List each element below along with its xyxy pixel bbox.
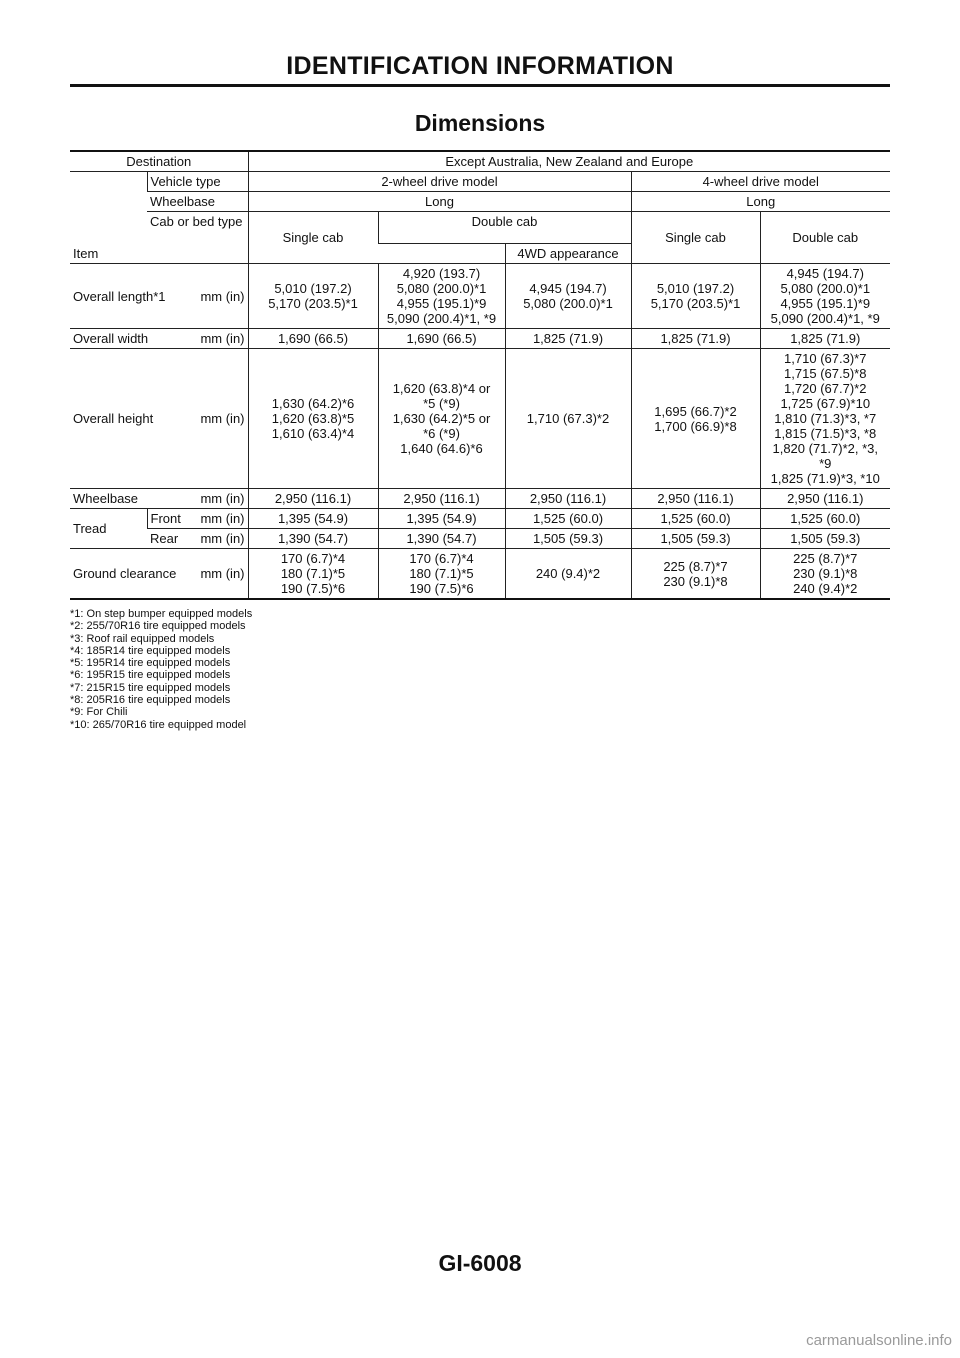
cell-value: 1,525 (60.0)	[760, 509, 890, 529]
row-tread-front	[70, 509, 890, 529]
header-row-destination	[70, 151, 890, 172]
footnote: *10: 265/70R16 tire equipped model	[70, 718, 247, 731]
cell-value: 1,620 (63.8)*4 or *5 (*9) 1,630 (64.2)*5 or *6 (*9) 1,640 (64.6)*6	[378, 349, 505, 489]
row-label: Wheelbase	[73, 491, 139, 506]
footnotes	[70, 608, 252, 731]
footnote: *6: 195R15 tire equipped models	[70, 669, 231, 682]
tread-label: Tread	[70, 509, 147, 549]
cab-double-2wd: Double cab	[378, 212, 631, 244]
row-unit: mm (in)	[200, 491, 245, 506]
row-label-cell	[70, 329, 248, 349]
row-label: Front	[150, 511, 181, 526]
row-label: Overall width	[73, 331, 149, 346]
cell-value: 1,525 (60.0)	[631, 509, 760, 529]
footnote: *5: 195R14 tire equipped models	[70, 657, 231, 670]
cell-value: 4,920 (193.7) 5,080 (200.0)*1 4,955 (195.1)*9 5,090 (200.4)*1, *9	[378, 264, 505, 329]
row-label-cell	[70, 264, 248, 329]
cell-value: 1,505 (59.3)	[505, 529, 631, 549]
page-title: Dimensions	[414, 110, 546, 136]
cell-value: 2,950 (116.1)	[631, 489, 760, 509]
row-wheelbase	[70, 489, 890, 509]
cell-value: 1,710 (67.3)*2	[505, 349, 631, 489]
page-number: GI-6008	[438, 1250, 522, 1276]
footnote: *7: 215R15 tire equipped models	[70, 681, 231, 694]
row-overall-height	[70, 349, 890, 489]
cell-value: 1,695 (66.7)*2 1,700 (66.9)*8	[631, 349, 760, 489]
row-tread-rear	[70, 529, 890, 549]
cell-value: 1,825 (71.9)	[631, 329, 760, 349]
cell-value: 1,390 (54.7)	[248, 529, 378, 549]
row-label: Ground clearance	[73, 566, 177, 581]
footnote: *4: 185R14 tire equipped models	[70, 644, 231, 657]
cell-value: 225 (8.7)*7 230 (9.1)*8 240 (9.4)*2	[760, 549, 890, 600]
cell-value: 225 (8.7)*7 230 (9.1)*8	[631, 549, 760, 600]
cell-value: 1,390 (54.7)	[378, 529, 505, 549]
cell-value: 1,690 (66.5)	[378, 329, 505, 349]
footnote: *9: For Chili	[70, 706, 128, 719]
destination-value: Except Australia, New Zealand and Europe	[248, 151, 890, 172]
cell-value: 1,825 (71.9)	[505, 329, 631, 349]
vehicle-type-label: Vehicle type	[147, 172, 248, 192]
cell-value: 2,950 (116.1)	[505, 489, 631, 509]
wheelbase-type-label: Wheelbase	[147, 192, 248, 212]
vehicle-type-2wd: 2-wheel drive model	[248, 172, 631, 192]
row-unit: mm (in)	[200, 288, 245, 304]
row-unit: mm (in)	[200, 531, 245, 546]
footnote: *8: 205R16 tire equipped models	[70, 694, 231, 707]
cell-value: 5,010 (197.2) 5,170 (203.5)*1	[248, 264, 378, 329]
cell-value: 1,505 (59.3)	[631, 529, 760, 549]
wheelbase-4wd: Long	[631, 192, 890, 212]
row-ground-clearance	[70, 549, 890, 600]
header-rule	[70, 84, 890, 87]
header-row-vehicle-type	[70, 172, 890, 192]
row-label: Overall length*1	[73, 288, 166, 304]
row-unit: mm (in)	[200, 411, 245, 426]
footnote: *1: On step bumper equipped models	[70, 608, 253, 620]
header-row-cab-type	[70, 212, 890, 244]
cell-value: 1,505 (59.3)	[760, 529, 890, 549]
row-label-cell	[70, 489, 248, 509]
4wd-appearance-label: 4WD appearance	[505, 244, 631, 264]
item-label: Item	[70, 172, 147, 264]
footnote: *2: 255/70R16 tire equipped models	[70, 620, 246, 633]
cell-value: 1,825 (71.9)	[760, 329, 890, 349]
row-label-cell	[70, 349, 248, 489]
cell-value: 170 (6.7)*4 180 (7.1)*5 190 (7.5)*6	[248, 549, 378, 600]
row-label-cell	[70, 549, 248, 600]
cell-value: 1,525 (60.0)	[505, 509, 631, 529]
watermark: carmanualsonline.info	[806, 1332, 952, 1349]
cell-value: 1,630 (64.2)*6 1,620 (63.8)*5 1,610 (63.4)*4	[248, 349, 378, 489]
dimensions-table	[70, 150, 890, 600]
cell-value: 2,950 (116.1)	[248, 489, 378, 509]
row-label: Rear	[150, 531, 179, 546]
cell-value: 1,395 (54.9)	[378, 509, 505, 529]
row-overall-width	[70, 329, 890, 349]
header-row-wheelbase	[70, 192, 890, 212]
row-overall-length	[70, 264, 890, 329]
cell-value: 4,945 (194.7) 5,080 (200.0)*1	[505, 264, 631, 329]
row-unit: mm (in)	[200, 511, 245, 526]
cell-value: 1,710 (67.3)*7 1,715 (67.5)*8 1,720 (67.7)*2 1,725 (67.9)*10 1,810 (71.3)*3, *7 1,815 (71.5)*3, *8 1,820 (71.7)*2, *3, *9 1,825 (71.9)*3, *10	[760, 349, 890, 489]
wheelbase-2wd: Long	[248, 192, 631, 212]
cell-value: 2,950 (116.1)	[378, 489, 505, 509]
cab-type-label: Cab or bed type	[147, 212, 248, 264]
cell-value: 1,395 (54.9)	[248, 509, 378, 529]
cell-value: 2,950 (116.1)	[760, 489, 890, 509]
cell-value: 170 (6.7)*4 180 (7.1)*5 190 (7.5)*6	[378, 549, 505, 600]
cell-value: 1,690 (66.5)	[248, 329, 378, 349]
row-unit: mm (in)	[200, 331, 245, 346]
row-label-cell	[147, 529, 248, 549]
row-unit: mm (in)	[200, 566, 245, 581]
row-label: Overall height	[73, 411, 154, 426]
cab-single-2wd: Single cab	[248, 212, 378, 264]
cell-value: 5,010 (197.2) 5,170 (203.5)*1	[631, 264, 760, 329]
cell-value: 4,945 (194.7) 5,080 (200.0)*1 4,955 (195.1)*9 5,090 (200.4)*1, *9	[760, 264, 890, 329]
section-header: IDENTIFICATION INFORMATION	[286, 52, 674, 80]
cab-single-4wd: Single cab	[631, 212, 760, 264]
cab-double-4wd: Double cab	[760, 212, 890, 264]
row-label-cell	[147, 509, 248, 529]
footnote: *3: Roof rail equipped models	[70, 632, 215, 645]
vehicle-type-4wd: 4-wheel drive model	[631, 172, 890, 192]
destination-label: Destination	[70, 151, 248, 172]
cell-value: 240 (9.4)*2	[505, 549, 631, 600]
